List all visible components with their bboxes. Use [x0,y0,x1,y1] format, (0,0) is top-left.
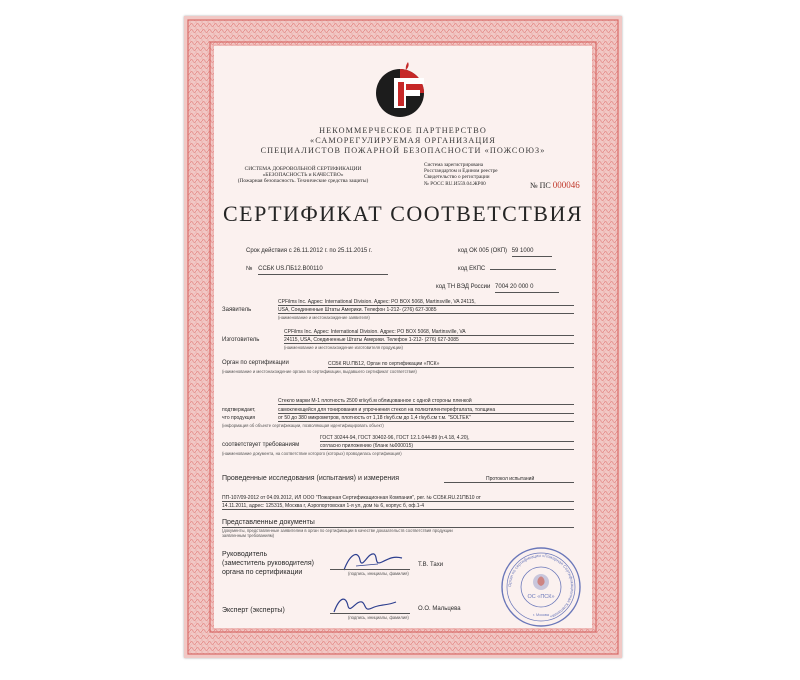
manufacturer-line-2: 24115, USA, Соединенные Штаты Америки. Телефон 1-212- (276) 627-3085 [284,337,574,344]
reg-label: № [246,266,253,272]
ekps-value [490,269,556,270]
product-note: (информация об объекте сертификации, позволяющая идентифицировать объект) [222,423,384,428]
svg-text:ОС «ПСК»: ОС «ПСК» [527,594,555,600]
tests-value [444,476,574,483]
tests-label: Проведенные исследования (испытания) и измерения [222,475,399,482]
head-label-1: Руководитель [222,551,268,558]
product-label-1: подтверждает, [222,407,256,413]
applicant-label: Заявитель [222,307,252,313]
ekps-label: код ЕКПС [458,266,486,272]
applicant-line-2: USA, Соединенные Штаты Америки. Телефон 1-212- (276) 627-3085 [278,307,574,314]
manufacturer-line-1: CPFilms Inc. Адрес: International Division. Адрес: PO BOX 5068, Martinsville, VA [284,329,574,336]
certificate-title: СЕРТИФИКАТ СООТВЕТСТВИЯ [222,201,584,226]
tnved-value: 7004 20 000 0 [495,284,559,293]
svg-text:г. Москва: г. Москва [533,613,549,617]
documents-note-2: заявленным требованиям) [222,533,275,538]
certification-stamp [500,546,582,628]
okp-label: код ОК 005 (ОКП) [458,248,508,254]
registration-number [246,266,388,275]
cert-body-note: (наименование и местонахождение органа по сертификации, выдавшего сертификат соответствия) [222,369,417,374]
validity-period: Срок действия с 26.11.2012 г. по 25.11.2015 г. [246,248,373,254]
cert-body-value: ССБК RU.ПБ12, Орган по сертификации «ПСК» [328,361,574,368]
head-name: Т.В. Тахи [418,562,444,568]
reg-value: ССБК US.ПБ12.В00110 [258,266,388,275]
tnved-label: код ТН ВЭД России [436,284,491,290]
requirements-line-1: ГОСТ 30244-94, ГОСТ 30402-96, ГОСТ 12.1.044-89 (п.4.18, 4.20), [320,435,574,442]
expert-sign-line [330,612,410,614]
system-left-3: (Пожарная безопасность. Технические средства защиты) [237,178,369,185]
protocol-line-1: ПП-107/09-2012 от 04.09.2012, ИЛ ООО "Пожарная Сертификационная Компания", рег. № ССБК.RU.21ПБ10 от [222,495,574,502]
system-left-2: «БЕЗОПАСНОСТЬ и КАЧЕСТВО» [262,172,344,179]
cert-body-label: Орган по сертификации [222,360,289,366]
cert-number-label: № ПС [530,181,551,190]
requirements-line-2: согласно приложению (бланк №000015) [320,443,574,450]
tests-value-text: Протокол испытаний [486,476,535,482]
system-right-1: Система зарегистрирована [424,162,484,168]
system-left-1: СИСТЕМА ДОБРОВОЛЬНОЙ СЕРТИФИКАЦИИ [244,166,362,172]
head-sign-line [330,568,410,570]
certificate-body [214,46,592,628]
applicant-note: (наименование и местонахождение заявителя) [278,315,370,320]
head-label-3: органа по сертификации [222,569,303,576]
tnved-code [436,284,559,293]
ekps-code [458,266,556,274]
applicant-line-1: CPFilms Inc. Адрес: International Division. Адрес: PO BOX 5068, Martinsville, VA 24115, [278,299,574,306]
system-right-4: № РОСС RU.И559.04.ЖР00 [424,180,486,187]
expert-note: (подпись, инициалы, фамилия) [348,615,409,620]
expert-name: О.О. Мальцева [418,606,461,612]
certificate-sheet [184,16,622,658]
okp-code [458,248,552,257]
okp-value: 59 1000 [512,248,552,257]
product-label-2: что продукция [222,415,256,421]
head-label-2: (заместитель руководителя) [222,560,314,567]
certificate-number [530,180,580,190]
manufacturer-note: (наименование и местонахождение изготовителя продукции) [284,345,403,350]
org-line-3: СПЕЦИАЛИСТОВ ПОЖАРНОЙ БЕЗОПАСНОСТИ «ПОЖСОЮЗ» [260,146,546,155]
org-line-2: «САМОРЕГУЛИРУЕМАЯ ОРГАНИЗАЦИЯ [310,136,496,145]
requirements-note: (наименование документа, на соответствие которого (которых) проводилась сертификация) [222,451,402,456]
head-note: (подпись, инициалы, фамилия) [348,571,409,576]
product-line-2: от 50 до 380 микрометров, плотность от 1,18 г/куб.см до 1,4 г/куб.см т.м. "SOLTEK" [278,415,574,422]
system-right-2: Росстандартом и Едином реестре [424,168,498,175]
pozhsoyuz-logo [370,60,434,122]
expert-label: Эксперт (эксперты) [222,607,285,614]
product-line-1: самоклеющейся для тонирования и упрочнения стекол на полиэтилентерефталата, толщина [278,407,574,414]
documents-note-1: (документы, представленные заявителем в орган по сертификации в качестве доказательств соответствия продукции [222,528,453,533]
system-right-3: Свидетельство о регистрации [424,174,490,181]
protocol-line-2: 14.11.2011, адрес: 125315, Москва г, Аэропортовская 1-я ул, дом № 6, корпус б, оф.1-4 [222,503,574,510]
product-line-0: Стекло марки М-1 плотность 2500 кг/куб.м облицованное с одной стороны пленкой [278,398,574,405]
svg-text:Орган по сертификации «Пожарна: Орган по сертификации «Пожарная Сертификационная Компания» [506,552,576,620]
requirements-label: соответствует требованиям [222,442,300,448]
documents-label: Представленные документы [222,519,315,526]
manufacturer-label: Изготовитель [222,337,260,343]
cert-number-value: 000046 [552,180,580,190]
org-line-1: НЕКОММЕРЧЕСКОЕ ПАРТНЕРСТВО [319,126,487,135]
